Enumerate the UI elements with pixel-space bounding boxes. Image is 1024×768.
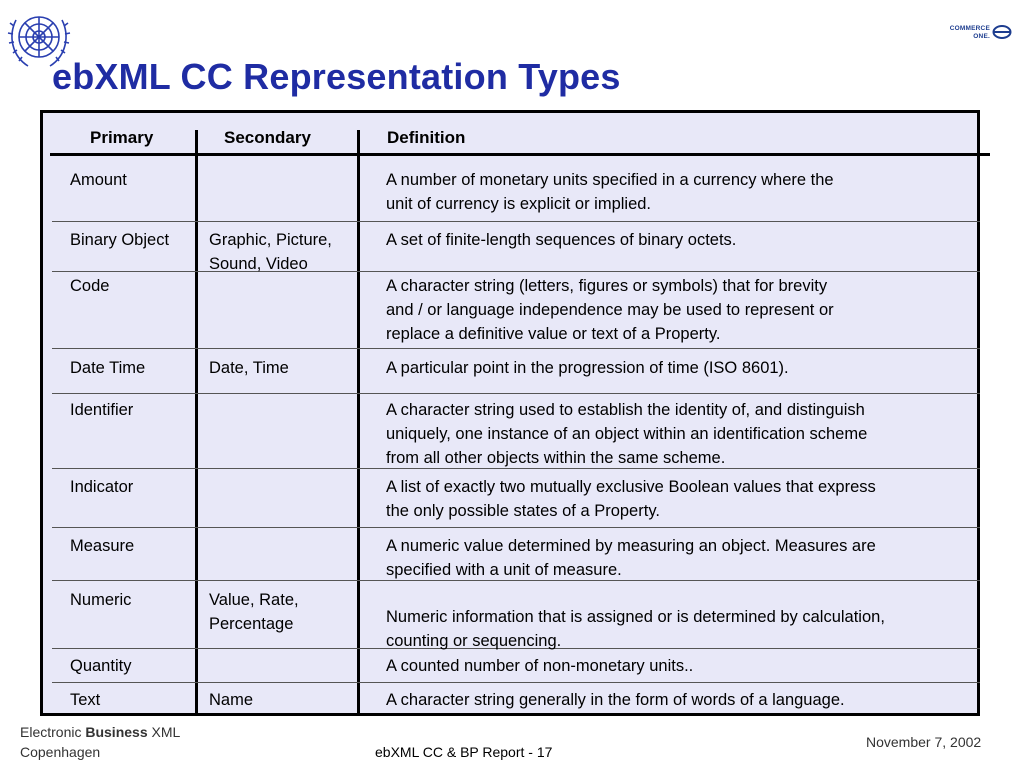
row-measure-definition: A numeric value determined by measuring an object. Measures are specified with a unit of measure. bbox=[386, 537, 876, 579]
commerce-one-logo bbox=[938, 24, 1014, 46]
row-identifier-primary: Identifier bbox=[70, 401, 134, 419]
row-numeric-definition: Numeric information that is assigned or is determined by calculation, counting or sequencing. bbox=[386, 608, 885, 650]
row-date-time-secondary: Date, Time bbox=[209, 359, 289, 377]
row-identifier-definition: A character string used to establish the identity of, and distinguish uniquely, one instance of an object within an identification scheme from all other objects within the same scheme. bbox=[386, 401, 868, 467]
row-amount-primary: Amount bbox=[70, 171, 127, 189]
row-text-secondary: Name bbox=[209, 691, 254, 709]
column-divider-2 bbox=[357, 130, 360, 714]
footer-date: November 7, 2002 bbox=[866, 734, 982, 750]
row-divider bbox=[52, 393, 980, 394]
row-divider bbox=[52, 271, 980, 272]
row-indicator-definition: A list of exactly two mutually exclusive Boolean values that express the only possible states of a Property. bbox=[386, 478, 876, 520]
row-date-time-primary: Date Time bbox=[70, 359, 146, 377]
footer-page-label: ebXML CC & BP Report - 17 bbox=[375, 744, 553, 760]
row-binary-object-primary: Binary Object bbox=[70, 231, 170, 249]
row-indicator-primary: Indicator bbox=[70, 478, 134, 496]
header-definition: Definition bbox=[387, 128, 466, 147]
header-primary: Primary bbox=[90, 128, 154, 147]
commerce-one-swirl-icon bbox=[992, 24, 1012, 40]
row-text-primary: Text bbox=[70, 691, 101, 709]
row-measure-primary: Measure bbox=[70, 537, 135, 555]
row-binary-object-secondary: Graphic, Picture, Sound, Video bbox=[209, 231, 332, 273]
row-quantity-primary: Quantity bbox=[70, 657, 132, 675]
row-binary-object-definition: A set of finite-length sequences of binary octets. bbox=[386, 231, 737, 249]
header-secondary: Secondary bbox=[224, 128, 311, 147]
row-divider bbox=[52, 348, 980, 349]
row-amount-definition: A number of monetary units specified in a currency where the unit of currency is explicit or implied. bbox=[386, 171, 834, 213]
footer-organization: Electronic Business XML Copenhagen bbox=[20, 724, 181, 760]
row-numeric-secondary: Value, Rate, Percentage bbox=[209, 591, 299, 633]
row-divider bbox=[52, 682, 980, 683]
header-divider bbox=[50, 153, 990, 156]
row-divider bbox=[52, 527, 980, 528]
row-code-primary: Code bbox=[70, 277, 110, 295]
row-divider bbox=[52, 221, 980, 222]
slide-title: ebXML CC Representation Types bbox=[52, 56, 621, 97]
column-divider-1 bbox=[195, 130, 198, 714]
row-text-definition: A character string generally in the form of words of a language. bbox=[386, 691, 845, 709]
row-quantity-definition: A counted number of non-monetary units.. bbox=[386, 657, 694, 675]
row-date-time-definition: A particular point in the progression of time (ISO 8601). bbox=[386, 359, 789, 377]
row-code-definition: A character string (letters, figures or symbols) that for brevity and / or language independence may be used to represent or replace a definitive value or text of a Property. bbox=[386, 277, 834, 343]
commerce-one-logo-text: COMMERCE ONE. bbox=[949, 25, 990, 40]
row-numeric-primary: Numeric bbox=[70, 591, 132, 609]
